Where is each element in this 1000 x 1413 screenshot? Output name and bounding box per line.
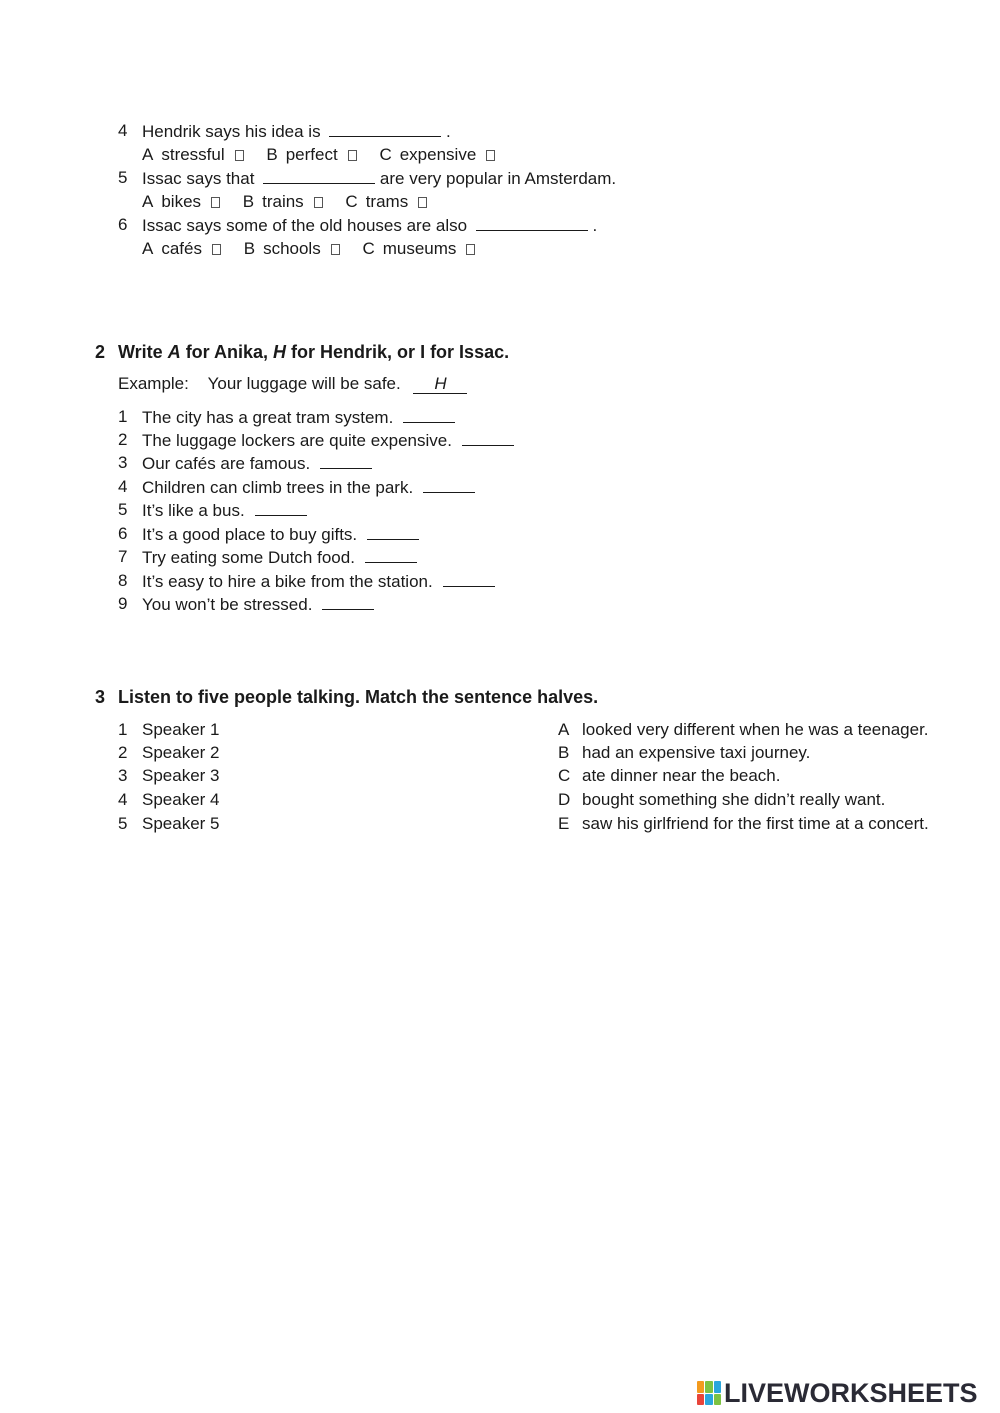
checkbox-option-a[interactable] bbox=[211, 197, 220, 208]
question-text: Issac says that bbox=[142, 169, 255, 188]
section-2-heading: 2 Write A for Anika, H for Hendrik, or I for Issac. bbox=[95, 342, 510, 362]
answer-blank[interactable] bbox=[367, 523, 419, 540]
logo-text: LIVEWORKSHEETS bbox=[724, 1377, 978, 1408]
answer-blank[interactable] bbox=[255, 499, 307, 516]
options-5: A bikes B trains C trams bbox=[142, 191, 445, 213]
example-label: Example: bbox=[118, 374, 189, 393]
example-answer: H bbox=[413, 375, 467, 394]
answer-blank[interactable] bbox=[320, 452, 372, 469]
example-text: Your luggage will be safe. bbox=[207, 374, 401, 393]
answer-blank[interactable] bbox=[423, 476, 475, 493]
checkbox-option-c[interactable] bbox=[486, 150, 495, 161]
answer-blank[interactable] bbox=[329, 120, 441, 137]
answer-blank[interactable] bbox=[403, 406, 455, 423]
question-text: Hendrik says his idea is bbox=[142, 122, 321, 141]
checkbox-option-b[interactable] bbox=[348, 150, 357, 161]
checkbox-option-c[interactable] bbox=[418, 197, 427, 208]
answer-blank[interactable] bbox=[462, 429, 514, 446]
options-6: A cafés B schools C museums bbox=[142, 238, 493, 260]
checkbox-option-a[interactable] bbox=[212, 244, 221, 255]
answer-blank[interactable] bbox=[365, 546, 417, 563]
checkbox-option-b[interactable] bbox=[331, 244, 340, 255]
question-text: Issac says some of the old houses are also bbox=[142, 216, 468, 235]
answer-blank[interactable] bbox=[322, 593, 374, 610]
checkbox-option-c[interactable] bbox=[466, 244, 475, 255]
section-3-heading: 3 Listen to five people talking. Match the sentence halves. bbox=[95, 687, 599, 707]
liveworksheets-logo bbox=[697, 1378, 978, 1408]
checkbox-option-a[interactable] bbox=[235, 150, 244, 161]
logo-mark-icon bbox=[697, 1381, 721, 1405]
answer-blank[interactable] bbox=[443, 570, 495, 587]
answer-blank[interactable] bbox=[476, 214, 588, 231]
answer-blank[interactable] bbox=[263, 167, 375, 184]
example-line bbox=[118, 373, 467, 395]
checkbox-option-b[interactable] bbox=[314, 197, 323, 208]
options-4: A stressful B perfect C expensive bbox=[142, 144, 513, 166]
